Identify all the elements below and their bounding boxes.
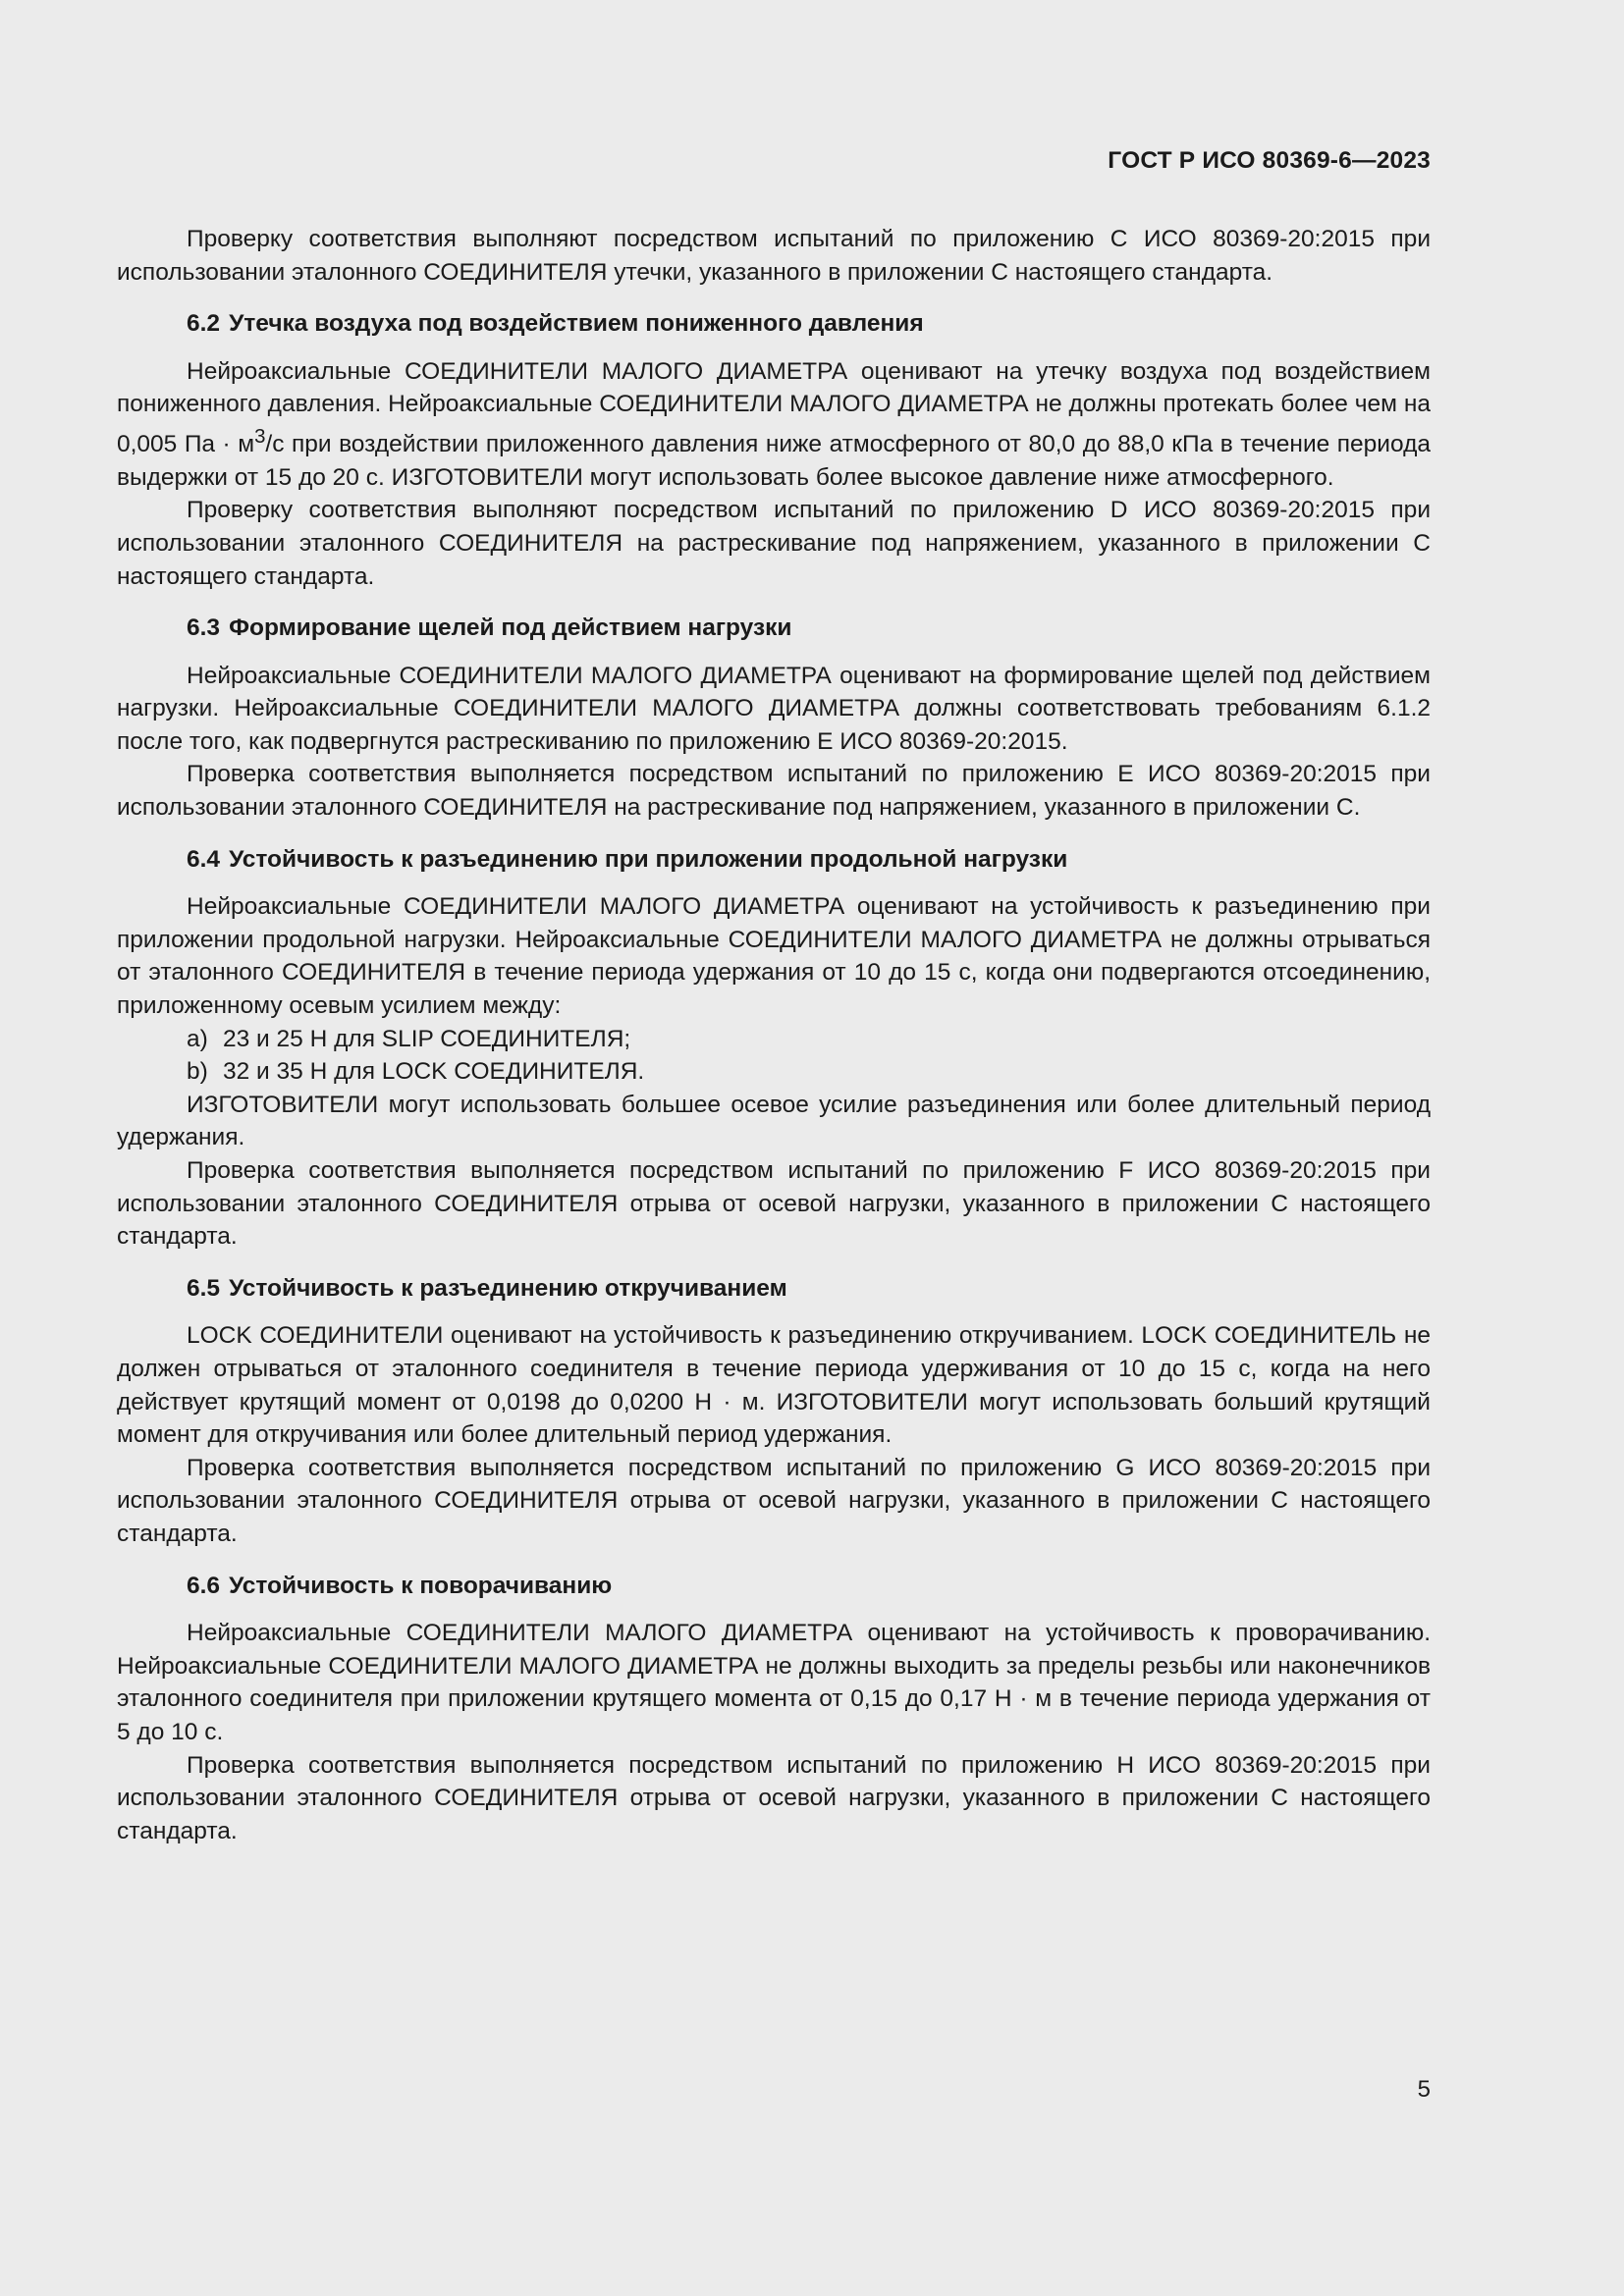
list-marker: a) bbox=[187, 1025, 208, 1052]
section-title: Утечка воздуха под воздействием пониженного давления bbox=[229, 310, 924, 338]
paragraph: ИЗГОТОВИТЕЛИ могут использовать большее осевое усилие разъединения или более длительный период удержания. bbox=[117, 1091, 1431, 1151]
section-title: Формирование щелей под действием нагрузки bbox=[229, 614, 792, 642]
list-marker: b) bbox=[187, 1058, 208, 1086]
section-heading-6-6 bbox=[117, 1570, 1431, 1603]
paragraph: Проверка соответствия выполняется посредством испытаний по приложению F ИСО 80369-20:2015 при использовании эталонного СОЕДИНИТЕЛЯ отрыва от осевой нагрузки, указанного в приложении C настоящего стандарта. bbox=[117, 1157, 1431, 1251]
list-item-text: 32 и 35 Н для LOCK СОЕДИНИТЕЛЯ. bbox=[223, 1058, 645, 1086]
document-code: ГОСТ Р ИСО 80369-6—2023 bbox=[1108, 147, 1431, 174]
section-number: 6.5 bbox=[187, 1274, 221, 1302]
superscript: 3 bbox=[254, 425, 266, 448]
section-title: Устойчивость к разъединению откручиванием bbox=[229, 1274, 787, 1302]
section-title: Устойчивость к разъединению при приложении продольной нагрузки bbox=[229, 845, 1068, 873]
intro-paragraph: Проверку соответствия выполняют посредством испытаний по приложению C ИСО 80369-20:2015 при использовании эталонного СОЕДИНИТЕЛЯ утечки, указанного в приложении C настоящего стандарта. bbox=[117, 226, 1431, 286]
paragraph: Нейроаксиальные СОЕДИНИТЕЛИ МАЛОГО ДИАМЕТРА оценивают на устойчивость к проворачиванию. Нейроаксиальные СОЕДИНИТЕЛИ МАЛОГО ДИАМЕТРА не должны выходить за пределы резьбы или наконечников эталонного соединителя при приложении крутящего момента от 0,15 до 0,17 Н · м в течение периода удержания от 5 до 10 с. bbox=[117, 1620, 1431, 1745]
paragraph: Проверку соответствия выполняют посредством испытаний по приложению D ИСО 80369-20:2015 при использовании эталонного СОЕДИНИТЕЛЯ на растрескивание под напряжением, указанного в приложении C настоящего стандарта. bbox=[117, 497, 1431, 590]
section-number: 6.2 bbox=[187, 310, 221, 338]
paragraph: Нейроаксиальные СОЕДИНИТЕЛИ МАЛОГО ДИАМЕТРА оценивают на формирование щелей под действием нагрузки. Нейроаксиальные СОЕДИНИТЕЛИ МАЛОГО ДИАМЕТРА должны соответствовать требованиям 6.1.2 после того, как подвергнутся растрескиванию по приложению E ИСО 80369-20:2015. bbox=[117, 662, 1431, 755]
paragraph-text: Нейроаксиальные СОЕДИНИТЕЛИ МАЛОГО ДИАМЕТРА оценивают на утечку воздуха под воздействием пониженного давления. Нейроаксиальные СОЕДИНИТЕЛИ МАЛОГО ДИАМЕТРА не должны протекать более чем на 0,005 Па · м bbox=[117, 357, 1431, 458]
list-item bbox=[117, 1055, 1431, 1089]
list-item bbox=[117, 1023, 1431, 1056]
paragraph: Проверка соответствия выполняется посредством испытаний по приложению H ИСО 80369-20:2015 при использовании эталонного СОЕДИНИТЕЛЯ отрыва от осевой нагрузки, указанного в приложении C настоящего стандарта. bbox=[117, 1751, 1431, 1844]
section-heading-6-5 bbox=[117, 1272, 1431, 1306]
paragraph: Нейроаксиальные СОЕДИНИТЕЛИ МАЛОГО ДИАМЕТРА оценивают на устойчивость к разъединению при приложении продольной нагрузки. Нейроаксиальные СОЕДИНИТЕЛИ МАЛОГО ДИАМЕТРА не должны отрываться от эталонного СОЕДИНИТЕЛЯ в течение периода удержания от 10 до 15 с, когда они подвергаются отсоединению, приложенному осевым усилием между: bbox=[117, 893, 1431, 1020]
section-number: 6.4 bbox=[187, 845, 221, 873]
section-heading-6-3 bbox=[117, 612, 1431, 645]
section-number: 6.6 bbox=[187, 1572, 221, 1599]
paragraph: LOCK СОЕДИНИТЕЛИ оценивают на устойчивость к разъединению откручиванием. LOCK СОЕДИНИТЕЛЬ не должен отрываться от эталонного соединителя в течение периода удерживания от 10 до 15 с, когда на него действует крутящий момент от 0,0198 до 0,0200 Н · м. ИЗГОТОВИТЕЛИ могут использовать больший крутящий момент для откручивания или более длительный период удержания. bbox=[117, 1322, 1431, 1449]
page-number: 5 bbox=[1417, 2076, 1431, 2103]
list-item-text: 23 и 25 Н для SLIP СОЕДИНИТЕЛЯ; bbox=[223, 1025, 631, 1052]
section-number: 6.3 bbox=[187, 614, 221, 642]
paragraph: Проверка соответствия выполняется посредством испытаний по приложению E ИСО 80369-20:2015 при использовании эталонного СОЕДИНИТЕЛЯ на растрескивание под напряжением, указанного в приложении C. bbox=[117, 761, 1431, 822]
page-content bbox=[117, 223, 1431, 1847]
paragraph bbox=[117, 355, 1431, 495]
paragraph: Проверка соответствия выполняется посредством испытаний по приложению G ИСО 80369-20:2015 при использовании эталонного СОЕДИНИТЕЛЯ отрыва от осевой нагрузки, указанного в приложении C настоящего стандарта. bbox=[117, 1454, 1431, 1547]
paragraph-text: /с при воздействии приложенного давления ниже атмосферного от 80,0 до 88,0 кПа в течение периода выдержки от 15 до 20 с. ИЗГОТОВИТЕЛИ могут использовать более высокое давление ниже атмосферного. bbox=[117, 431, 1431, 491]
section-heading-6-4 bbox=[117, 843, 1431, 877]
section-heading-6-2 bbox=[117, 307, 1431, 341]
section-title: Устойчивость к поворачиванию bbox=[229, 1572, 613, 1599]
